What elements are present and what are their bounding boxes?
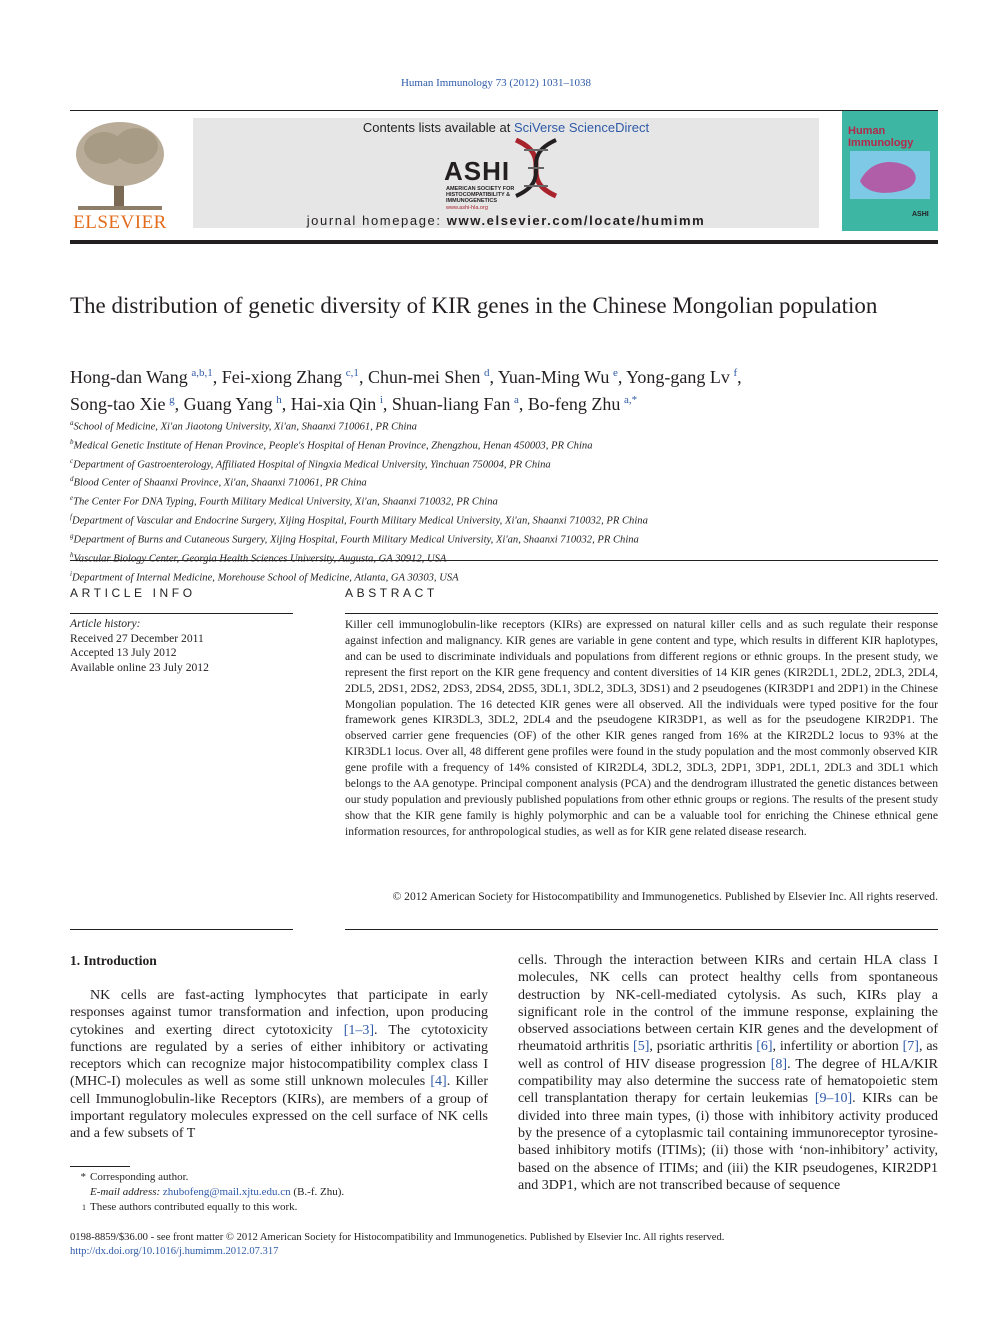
affiliation-text: Blood Center of Shaanxi Province, Xi'an, Shaanxi 710061, PR China — [73, 478, 367, 490]
dna-helix-icon — [506, 138, 566, 212]
homepage-prefix: journal homepage: — [306, 213, 447, 228]
citation-link[interactable]: [6] — [756, 1039, 773, 1055]
ashi-line: IMMUNOGENETICS — [446, 198, 498, 205]
contents-line — [193, 120, 819, 135]
history-label: Article history: — [70, 617, 141, 630]
affiliation — [70, 435, 938, 454]
author-affiliation-mark[interactable]: d — [484, 367, 490, 379]
author-name: Guang Yang — [183, 394, 273, 414]
author-affiliation-mark[interactable]: c,1 — [345, 367, 359, 379]
author — [222, 367, 359, 387]
author — [392, 394, 519, 414]
corresponding-author-note — [70, 1170, 490, 1185]
affiliation-key: b — [70, 437, 74, 446]
affiliation-key: g — [70, 531, 74, 540]
ashi-line: AMERICAN SOCIETY FOR — [446, 186, 515, 192]
page-footer — [70, 1231, 938, 1260]
author-affiliation-mark[interactable]: a,b,1 — [191, 367, 213, 379]
affiliation-text: Department of Internal Medicine, Morehouse School of Medicine, Atlanta, GA 30303, USA — [71, 572, 459, 584]
affiliation-text: Vascular Biology Center, Georgia Health Sciences University, Augusta, GA 30912, USA — [73, 553, 447, 565]
intro-column-right — [518, 952, 938, 1194]
article-info-heading: ARTICLE INFO — [70, 586, 196, 600]
paragraph-text: , infertility or abortion — [772, 1039, 903, 1055]
affiliation-key: d — [70, 475, 74, 484]
ashi-url: www.ashi-hla.org — [446, 204, 488, 211]
affiliation — [70, 529, 938, 548]
citation-link[interactable]: [8] — [770, 1056, 788, 1072]
abstract-heading: ABSTRACT — [345, 586, 438, 600]
affiliation-text: School of Medicine, Xi'an Jiaotong University, Xi'an, Shaanxi 710061, PR China — [73, 421, 417, 433]
paragraph-text: NK cells are fast-acting lymphocytes that participate in early responses against tumor transformation and infection, upon producing cytokines and exerting direct cytotoxicity — [70, 988, 488, 1038]
author — [184, 394, 282, 414]
online-date: Available online 23 July 2012 — [70, 660, 209, 674]
author-name: Yuan-Ming Wu — [497, 367, 610, 387]
abstract-rule-bottom — [345, 929, 938, 930]
email-link[interactable]: zhubofeng@mail.xjtu.edu.cn — [162, 1186, 291, 1198]
paragraph-text: . The cytotoxicity functions are regulated by a series of either inhibitory or activating receptors which can recognize major histocompatibility complex class I (MHC-I) molecules as well as some still unknown molecules — [70, 1022, 489, 1090]
footnote-rule — [70, 1166, 130, 1167]
article-history — [70, 617, 209, 675]
paragraph-text: , psoriatic arthritis — [649, 1039, 757, 1055]
info-rule — [70, 613, 293, 614]
citation-link[interactable]: [7] — [902, 1039, 919, 1055]
article-title: The distribution of genetic diversity of KIR genes in the Chinese Mongolian population — [70, 293, 878, 318]
author-name: Fei-xiong Zhang — [221, 367, 343, 387]
affiliation-key: a — [70, 419, 74, 427]
affiliation-text: Department of Burns and Cutaneous Surgery, Xijing Hospital, Fourth Military Medical University, Xi'an, Shaanxi 710032, PR China — [73, 534, 639, 546]
paragraph-text: . KIRs can be divided into three main types, (i) those with inhibitory activity produced by the presence of a cytoplasmic tail containing immunoreceptor tyrosine-based inhibitory motifs (ITIMs); (ii) those with ‘non-inhibitory’ activity, based on the absence of ITIMs; and (iii) the KIR pseudogenes, KIR2DP1 and 3DP1, which are not transcribed because of sequence — [518, 1091, 938, 1193]
affiliation-key: c — [70, 456, 74, 465]
paragraph-text: , as well as control of HIV disease progression — [518, 1039, 938, 1072]
author-name: Hai-xia Qin — [290, 394, 377, 414]
copyright-notice: © 2012 American Society for Histocompatibility and Immunogenetics. Published by Elsevier Inc. All rights reserved. — [392, 890, 938, 903]
journal-homepage — [193, 213, 819, 228]
affiliation — [70, 548, 938, 567]
author-list: Hong-dan Wang $^{a,b,1}$, Fei-xiong Zhang $^{c,1}$, Chun-mei Shen $^d$, Yuan-Ming Wu $^e$, Yong-gang Lv $^f$, Song-tao Xie $^g$, Guang Yang $^h$, Hai-xia Qin $^i$, Shuan-liang Fan $^a$, Bo-feng Zhu $^{a,*}$ — [70, 367, 742, 414]
intro-column-left — [70, 987, 488, 1143]
homepage-url[interactable]: www.elsevier.com/locate/humimm — [446, 213, 706, 228]
affiliation-key: e — [70, 494, 74, 503]
accepted-date: Accepted 13 July 2012 — [70, 646, 177, 659]
email-label: E-mail address: — [90, 1186, 163, 1198]
author-name: Shuan-liang Fan — [391, 394, 511, 414]
author — [498, 367, 618, 387]
section-rule — [70, 560, 938, 561]
author-affiliation-mark[interactable]: a,* — [623, 394, 638, 406]
sciencedirect-link[interactable]: SciVerse ScienceDirect — [513, 120, 650, 135]
ashi-wordmark: ASHI — [444, 156, 511, 186]
affiliation — [70, 510, 938, 529]
author-name: Chun-mei Shen — [367, 367, 481, 387]
author-name: Bo-feng Zhu — [527, 394, 621, 414]
equal-contribution-note — [70, 1200, 490, 1215]
author — [528, 394, 637, 414]
email-note — [70, 1185, 490, 1200]
affiliation-text: Department of Gastroenterology, Affiliated Hospital of Ningxia Medical University, Yinchuan 750004, PR China — [73, 459, 551, 471]
publisher-name: ELSEVIER — [73, 212, 167, 233]
author — [368, 367, 490, 387]
citation-link[interactable]: [4] — [430, 1074, 447, 1090]
contents-prefix: Contents lists available at — [362, 120, 514, 135]
footnotes — [70, 1170, 490, 1215]
elsevier-logo[interactable] — [70, 118, 170, 232]
affiliation-text: Department of Vascular and Endocrine Surgery, Xijing Hospital, Fourth Military Medical University, Xi'an, Shaanxi 710032, PR China — [71, 515, 648, 527]
info-rule-bottom — [70, 929, 293, 930]
abstract-rule — [345, 613, 938, 614]
citation-link[interactable]: [5] — [633, 1039, 650, 1055]
affiliation — [70, 472, 938, 491]
cover-ashi-mark: ASHI — [912, 211, 929, 218]
ashi-line: HISTOCOMPATIBILITY & — [446, 192, 511, 199]
equal-contribution-text: These authors contributed equally to this work. — [90, 1201, 298, 1213]
paragraph-text: . The degree of HLA/KIR compatibility may also determine the success rate of hematopoietic stem cell transplantation therapy for certain leukemias — [518, 1056, 938, 1107]
author-affiliation-mark[interactable]: h — [276, 394, 282, 406]
abstract-text: Killer cell immunoglobulin-like receptors (KIRs) are expressed on natural killer cells and as such regulate their response against infection and malignancy. KIR genes are variable in gene content and type, which results in different KIR haplotypes, and can be used to discriminate individuals and populations from different regions or ethnic groups. In the present study, we represent the first report on the KIR gene frequency and content diversities of 14 KIR genes (KIR2DL1, 2DL2, 2DL3, 2DL4, 2DL5, 2DS1, 2DS2, 2DS3, 2DS4, 2DS5, 3DL1, 3DL2, 3DL3, 3DS1) and 2 pseudogenes (KIR3DP1 and 2DP1) in the Chinese Mongolian population. The 16 detected KIR genes were all observed. All the individuals were typed positive for the four framework genes KIR3DL3, 3DL2, 2DL4 and the pseudogene KIR3DP1, as well as for the pseudogene KIR2DP1. The observed carrier gene frequencies (OF) of the other KIR genes ranged from 16% at the KIR2DL2 locus to 93% at the KIR3DL1 locus. Over all, 48 different gene profiles were found in the study population and the most commonly observed KIR gene profile with a frequency of 14% consisted of KIR2DL4, 3DL2, 3DL3, 2DP1, 3DP1, 2DL1, 2DL3 and 3DL1 which belongs to the AA genotype. Principal component analysis (PCA) and the dendrogram illustrated the genetic distances between our study population and previously published populations from other ethnic groups or regions. The results of the present study show that the KIR gene family is highly polymorphic and can be a valuable tool for enriching the Chinese ethnical gene information resources, for anthropological studies, as well as for KIR gene related disease research. — [345, 618, 938, 838]
citation-link[interactable]: [9–10] — [814, 1091, 853, 1107]
ashi-logo — [440, 138, 575, 212]
citation-link[interactable]: [1–3] — [343, 1022, 375, 1038]
author-name: Yong-gang Lv — [626, 367, 730, 387]
issn-line: 0198-8859/$36.00 - see front matter © 2012 American Society for Histocompatibility and Immunogenetics. Published by Elsevier Inc. All rights reserved. — [70, 1232, 725, 1243]
author — [626, 367, 737, 387]
affiliation — [70, 491, 938, 510]
author-affiliation-mark[interactable]: i — [379, 394, 383, 406]
header-thick-rule — [70, 240, 938, 244]
affiliation-key: i — [70, 569, 72, 578]
corresponding-author-text: Corresponding author. — [90, 1171, 189, 1183]
journal-reference[interactable]: Human Immunology 73 (2012) 1031–1038 — [400, 77, 592, 89]
author-affiliation-mark[interactable]: g — [169, 394, 175, 406]
affiliation-text: The Center For DNA Typing, Fourth Military Medical University, Xi'an, Shaanxi 710032, PR China — [73, 496, 498, 508]
affiliation-text: Medical Genetic Institute of Henan Province, People's Hospital of Henan Province, Zhengzhou, Henan 450003, PR China — [73, 440, 593, 452]
affiliation — [70, 567, 938, 586]
author-affiliation-mark[interactable]: a — [513, 394, 519, 406]
affiliation — [70, 454, 938, 473]
author — [70, 367, 213, 387]
received-date: Received 27 December 2011 — [70, 631, 204, 645]
author-affiliation-mark[interactable]: e — [612, 367, 618, 379]
paragraph-text: . Killer cell Immunoglobulin-like Receptors (KIRs), are members of a group of important regulatory molecules expressed on the cell surface of NK cells and a few subsets of T — [70, 1074, 488, 1142]
footnote-mark: 1 — [82, 1203, 86, 1212]
affiliation — [70, 416, 938, 435]
author — [70, 394, 175, 414]
affiliation-key: h — [70, 550, 74, 559]
doi-link[interactable]: http://dx.doi.org/10.1016/j.humimm.2012.07.317 — [70, 1246, 279, 1258]
author — [291, 394, 383, 414]
section-heading-introduction: 1. Introduction — [70, 953, 157, 968]
author-name: Song-tao Xie — [70, 394, 166, 414]
header-rule — [70, 110, 938, 111]
cover-title: Human Immunology — [848, 125, 914, 149]
affiliation-key: f — [70, 513, 72, 522]
paragraph-text: cells. Through the interaction between KIRs and certain HLA class I molecules, NK cells can protect healthy cells from spontaneous destruction by NK-cell-mediated cytolysis. As such, KIRs play a significant role in the control of the immune response, explaining the observed associations between certain KIR genes and the development of rheumatoid arthritis — [518, 953, 938, 1055]
email-suffix: (B.-f. Zhu). — [290, 1186, 345, 1198]
author-name: Hong-dan Wang — [70, 367, 188, 387]
cover-map-icon — [850, 151, 930, 199]
footnote-mark: * — [80, 1171, 86, 1183]
author-affiliation-mark[interactable]: f — [733, 367, 738, 379]
